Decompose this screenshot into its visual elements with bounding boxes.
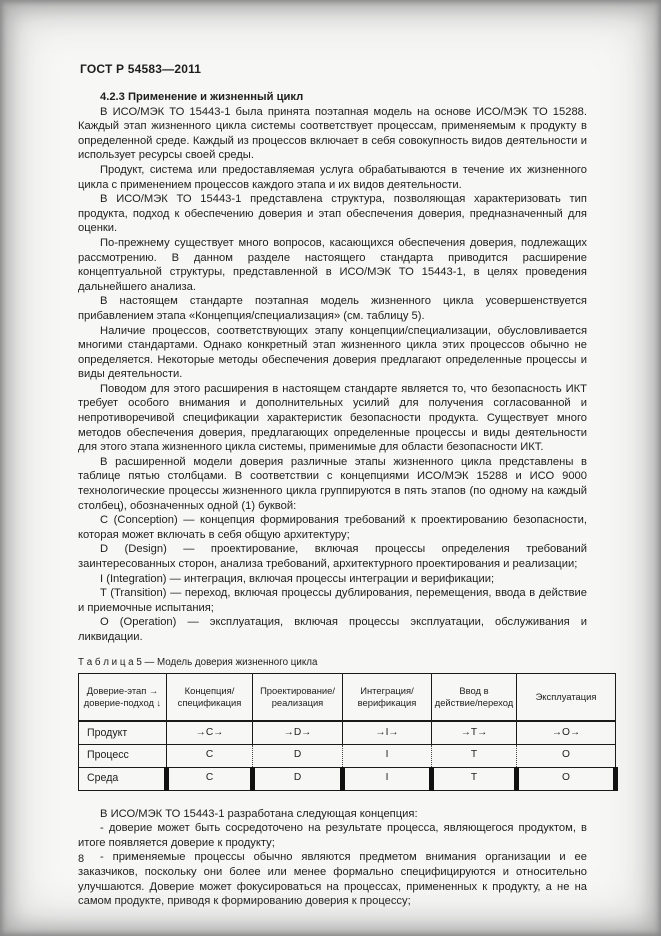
- table-cell: I: [343, 767, 432, 790]
- col-header-line: Проектирование/: [260, 685, 335, 697]
- col-header-line: Эксплуатация: [535, 691, 597, 703]
- col-header-line: Ввод в: [459, 685, 489, 697]
- col-header-transition: [432, 673, 517, 721]
- table-cell: →I→: [343, 721, 432, 744]
- col-header-conception: [167, 673, 253, 721]
- table-cell: C: [167, 744, 253, 767]
- col-header-line: доверие-подход ↓: [83, 696, 162, 708]
- definition-item: I (Integration) — интеграция, включая процессы интеграции и верификации;: [100, 572, 495, 585]
- paragraph: По-прежнему существует много вопросов, касающихся обеспечения доверия, подлежащих рассмотрению. В данном разделе настоящего стандарта приводится расширение концептуальной структуры, представленной в ИСО/МЭК ТО 15443-1, в целях проведения дальнейшего анализа.: [78, 236, 587, 293]
- paragraph: В расширенной модели доверия различные этапы жизненного цикла представлены в таблице пятью столбцами. В соответствии с концепциями ИСО/МЭК 15288 и ИСО 9000 технологические процессы жизненного цикла группируются в пять этапов (по одному на каждый столбец), обозначенных одной (1) буквой:: [78, 455, 587, 512]
- table-caption: Т а б л и ц а 5 — Модель доверия жизненного цикла: [78, 656, 318, 668]
- document-header: ГОСТ Р 54583—2011: [80, 62, 202, 76]
- col-header-line: действие/переход: [434, 696, 514, 708]
- paragraph: В настоящем стандарте поэтапная модель жизненного цикла усовершенствуется прибавлением этапа «Концепция/специализация» (см. таблицу 5).: [78, 295, 587, 322]
- after-table-text: [78, 807, 587, 909]
- table-cell: D: [253, 744, 343, 767]
- col-header-line: верификация: [357, 696, 417, 708]
- paragraph: В ИСО/МЭК ТО 15443-1 разработана следующая концепция:: [100, 807, 418, 820]
- col-header-line: Доверие-этап →: [86, 685, 159, 697]
- col-header-design: [253, 673, 343, 721]
- col-header-line: реализация: [271, 696, 324, 708]
- table-cell: I: [343, 744, 432, 767]
- table-block: [78, 657, 615, 791]
- col-header-line: Интеграция/: [360, 685, 414, 697]
- col-header-trust-stage: [79, 673, 167, 721]
- paragraph: В ИСО/МЭК ТО 15443-1 была принята поэтапная модель на основе ИСО/МЭК ТО 15288. Каждый этап жизненного цикла системы соответствует процессам, применяемым к продукту в определенной среде. Каждый из процессов включает в себя совокупность видов деятельности и использует ресурсы своей среды.: [78, 105, 587, 162]
- definition-item: O (Operation) — эксплуатация, включая процессы эксплуатации, обслуживания и ликвидации.: [78, 616, 587, 643]
- table-cell: D: [253, 767, 343, 790]
- col-header-line: спецификация: [177, 696, 242, 708]
- table-cell: →T→: [432, 721, 517, 744]
- col-header-operation: [517, 673, 616, 721]
- definition-item: С (Conception) — концепция формирования требований к проектированию безопасности, которая может включать в себя общую архитектуру;: [78, 514, 587, 541]
- list-item: - доверие может быть сосредоточено на результате процесса, являющегося продуктом, в итоге появляется доверие к продукту;: [78, 822, 587, 849]
- table-header-row: [79, 673, 616, 721]
- table-cell: →O→: [517, 721, 616, 744]
- table-row-process: [79, 744, 616, 767]
- col-header-line: Концепция/: [184, 685, 235, 697]
- page-body: [78, 90, 597, 909]
- table-row-product: [79, 721, 616, 744]
- table-cell: T: [432, 767, 517, 790]
- section-heading: 4.2.3 Применение и жизненный цикл: [100, 91, 304, 103]
- table-row-environment: [79, 767, 616, 790]
- paragraph: Продукт, система или предоставляемая услуга обрабатываются в течение их жизненного цикла с применением процессов каждого этапа и их видов деятельности.: [78, 163, 587, 191]
- table-cell: O: [517, 744, 616, 767]
- paragraph: Наличие процессов, соответствующих этапу концепции/специализации, обусловливается многими стандартами. Однако конкретный этап жизненного цикла этих процессов обычно не определяется. Некоторые методы обеспечения доверия предлагают определенные процессы и виды деятельности.: [78, 324, 587, 381]
- table-cell: →D→: [253, 721, 343, 744]
- row-label: Процесс: [79, 744, 167, 767]
- table-cell: C: [167, 767, 253, 790]
- lifecycle-trust-table: [78, 673, 618, 791]
- paragraph: Поводом для этого расширения в настоящем стандарте является то, что безопасность ИКТ требует особого внимания и дополнительных усилий для получения согласованной и непротиворечивой спецификации характеристик безопасности продукта. Существует много методов обеспечения доверия, предлагающих определенные процессы и виды деятельности для этого этапа жизненного цикла системы, применимые для области безопасности ИКТ.: [78, 382, 587, 454]
- table-cell: O: [517, 767, 616, 790]
- table-cell: T: [432, 744, 517, 767]
- col-header-integration: [343, 673, 432, 721]
- paragraph: В ИСО/МЭК ТО 15443-1 представлена структура, позволяющая характеризовать тип продукта, подход к обеспечению доверия и этап обеспечения доверия, предназначенный для оценки.: [78, 193, 587, 235]
- row-label: Среда: [79, 767, 167, 790]
- page-number: 8: [78, 853, 85, 865]
- table-cell: →C→: [167, 721, 253, 744]
- definition-item: T (Transition) — переход, включая процессы дублирования, перемещения, ввода в действие и приемочные испытания;: [78, 587, 587, 614]
- list-item: - применяемые процессы обычно являются предметом внимания организации и ее заказчиков, поскольку они более или менее формально специфицируются и относительно улучшаются. Доверие может фокусироваться на процессах, примененных к продукту, а не на самом продукте, приводя к формированию доверия к процессу;: [78, 851, 587, 908]
- row-label: Продукт: [79, 721, 167, 744]
- definition-item: D (Design) — проектирование, включая процессы определения требований заинтересованных сторон, анализа требований, архитектурного проектирования и реализации;: [78, 543, 587, 570]
